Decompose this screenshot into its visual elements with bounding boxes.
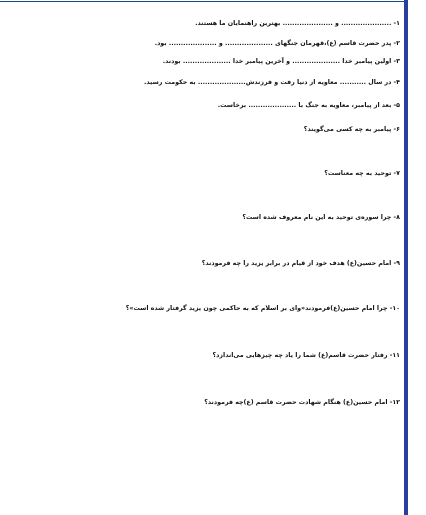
- question-11: ۱۱- رفتار حضرت قاسم(ع) شما را یاد چه چیزهایی می‌اندازد؟: [212, 352, 400, 359]
- question-12: ۱۲- امام حسین(ع) هنگام شهادت حضرت قاسم (ع)چه فرمودند؟: [204, 399, 400, 406]
- question-9: ۹- امام حسین(ع) هدف خود از قیام در برابر یزید را چه فرمودند؟: [201, 260, 400, 267]
- question-2: ۲- پدر حضرت قاسم (ع)،قهرمان جنگهای .................... و .................... بود.: [154, 40, 400, 47]
- top-rule: [0, 1, 407, 2]
- question-4: ۴- در سال ........... معاویه از دنیا رفت و فرزندش.................... به حکومت رسید.: [143, 79, 400, 86]
- question-1: ۱- ..................... و ..................... بهترین راهنمایان ما هستند.: [195, 20, 400, 27]
- question-10: ۱۰- چرا امام حسین(ع)فرمودند«وای بر اسلام که به حاکمی چون یزید گرفتار شده است»؟: [125, 305, 400, 312]
- question-6: ۶- پیامبر به چه کسی می‌گویند؟: [303, 126, 400, 133]
- question-7: ۷- توحید به چه معناست؟: [324, 170, 400, 177]
- question-3: ۳- اولین پیامبر خدا .................... و آخرین پیامبر خدا .................... بودند.: [162, 58, 400, 65]
- page-right-border: [404, 0, 408, 515]
- question-5: ۵- بعد از پیامبر، معاویه به جنگ با .................... برخاست.: [217, 102, 400, 109]
- question-8: ۸- چرا سوره‌ی توحید به این نام معروف شده است؟: [242, 214, 400, 221]
